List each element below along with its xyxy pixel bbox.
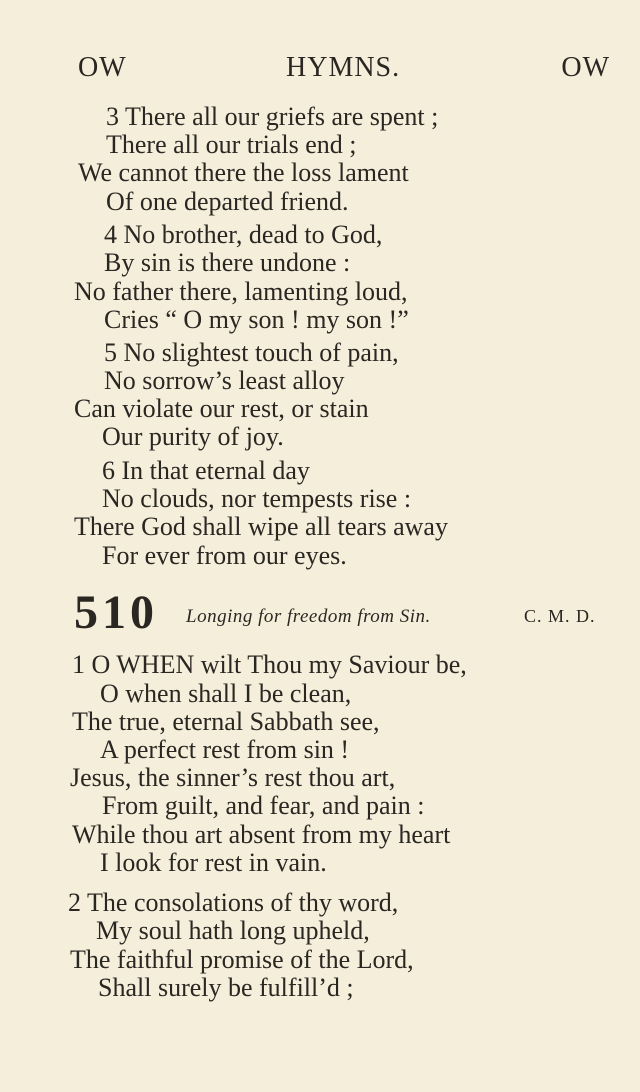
verse-line: My soul hath long upheld, — [96, 916, 370, 945]
verse-line: No clouds, nor tempests rise : — [102, 484, 412, 513]
verse-line: 6 In that eternal day — [102, 456, 310, 485]
verse-line: No father there, lamenting loud, — [74, 277, 408, 306]
verse-line: Can violate our rest, or stain — [74, 394, 369, 423]
hymn-meter: C. M. D. — [524, 606, 596, 626]
verse-line: 4 No brother, dead to God, — [104, 220, 383, 249]
header-right-catchword: OW — [561, 52, 610, 83]
verse-line: Of one departed friend. — [106, 187, 349, 216]
verse-line: While thou art absent from my heart — [72, 820, 451, 849]
verse-line: O when shall I be clean, — [100, 679, 352, 708]
header-title: HYMNS. — [286, 52, 401, 83]
verse-line: No sorrow’s least alloy — [104, 366, 345, 395]
verse-line: A perfect rest from sin ! — [100, 735, 350, 764]
verse-line: Cries “ O my son ! my son !” — [104, 305, 409, 334]
verse-line: Jesus, the sinner’s rest thou art, — [70, 763, 396, 792]
verse-line: I look for rest in vain. — [100, 848, 327, 877]
hymn-heading — [74, 588, 614, 638]
verse-line: The true, eternal Sabbath see, — [72, 707, 380, 736]
verse-line: 3 There all our griefs are spent ; — [106, 102, 439, 131]
verse-line: There all our trials end ; — [106, 130, 357, 159]
hymn-title: Longing for freedom from Sin. — [186, 606, 431, 627]
verse-line: Shall surely be fulfill’d ; — [98, 973, 354, 1002]
verse-line: There God shall wipe all tears away — [74, 512, 448, 541]
verse-line: 1 O WHEN wilt Thou my Saviour be, — [72, 650, 467, 679]
verse-line: From guilt, and fear, and pain : — [102, 791, 425, 820]
verse-line: Our purity of joy. — [102, 422, 284, 451]
hymn-number: 510 — [74, 586, 158, 639]
header-left-catchword: OW — [78, 52, 127, 83]
verse-line: We cannot there the loss lament — [78, 158, 409, 187]
verse-line: 5 No slightest touch of pain, — [104, 338, 399, 367]
verse-line: The faithful promise of the Lord, — [70, 945, 414, 974]
verse-line: For ever from our eyes. — [102, 541, 347, 570]
verse-line: By sin is there undone : — [104, 248, 351, 277]
verse-line: 2 The consolations of thy word, — [68, 888, 399, 917]
running-header — [78, 52, 610, 88]
